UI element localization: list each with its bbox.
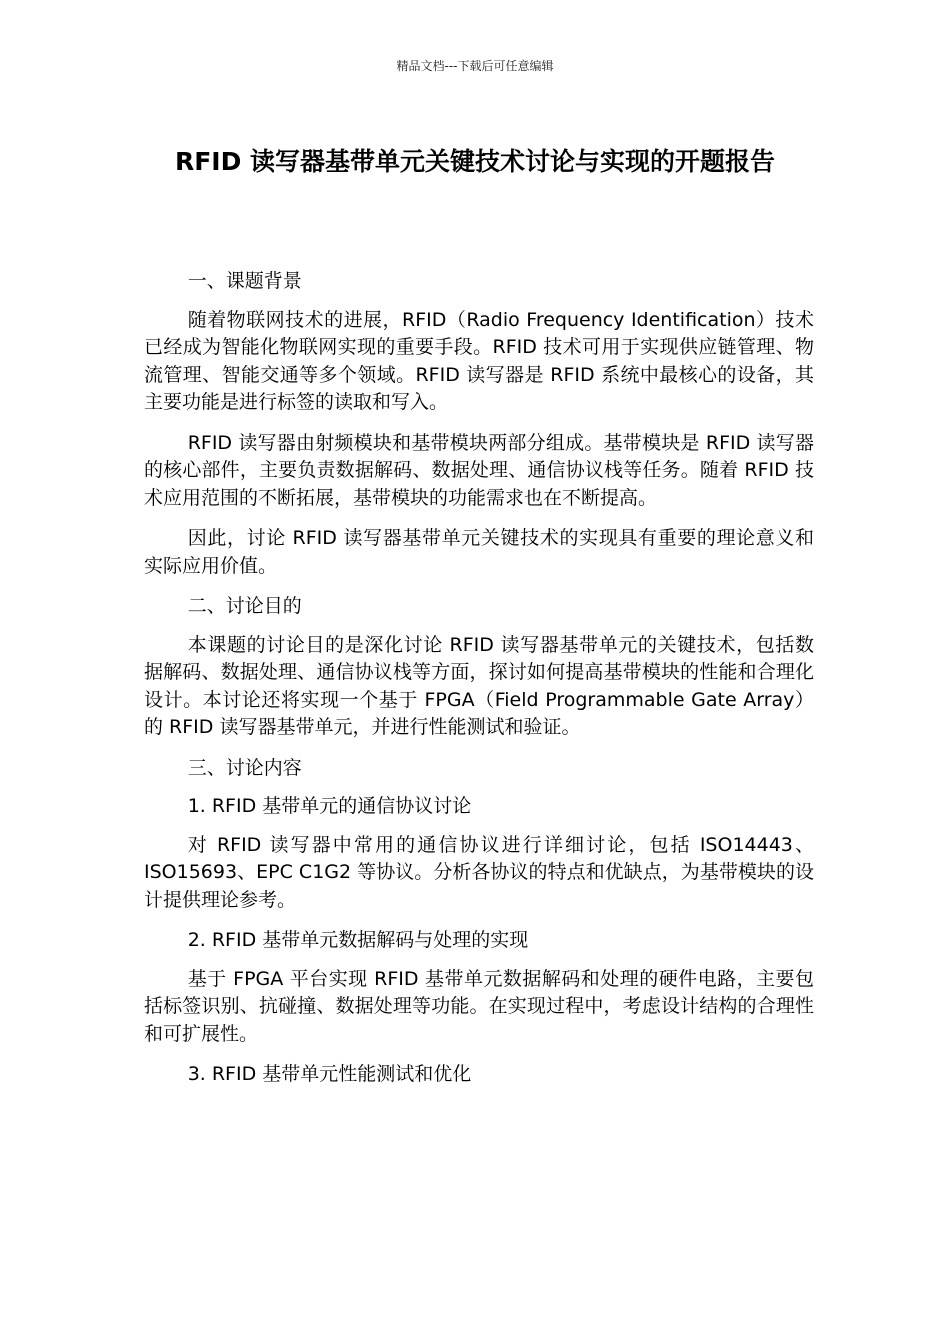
document-title: RFID 读写器基带单元关键技术讨论与实现的开题报告 bbox=[174, 147, 776, 176]
page-header: 精品文档---下载后可任意编辑 bbox=[396, 59, 554, 73]
paragraph: 随着物联网技术的进展，RFID（Radio Frequency Identification）技术已经成为智能化物联网实现的重要手段。RFID 技术可用于实现供应链管理、物流管理、智能交通等多个领域。RFID 读写器是 RFID 系统中最核心的设备，其主要功能是进行标签的读取和写入。 bbox=[144, 308, 814, 413]
section-heading-content: 三、讨论内容 bbox=[187, 756, 302, 779]
paragraph: 对 RFID 读写器中常用的通信协议进行详细讨论，包括 ISO14443、ISO15693、EPC C1G2 等协议。分析各协议的特点和优缺点，为基带模块的设计提供理论参考。 bbox=[144, 833, 814, 911]
subsection-heading-3: 3. RFID 基带单元性能测试和优化 bbox=[187, 1063, 472, 1085]
subsection-heading-2: 2. RFID 基带单元数据解码与处理的实现 bbox=[187, 929, 529, 951]
subsection-heading-1: 1. RFID 基带单元的通信协议讨论 bbox=[187, 795, 472, 817]
section-heading-purpose: 二、讨论目的 bbox=[187, 595, 302, 617]
paragraph: 因此，讨论 RFID 读写器基带单元关键技术的实现具有重要的理论意义和实际应用价值。 bbox=[144, 527, 814, 577]
document-body bbox=[144, 268, 814, 1100]
paragraph: RFID 读写器由射频模块和基带模块两部分组成。基带模块是 RFID 读写器的核心部件，主要负责数据解码、数据处理、通信协议栈等任务。随着 RFID 技术应用范围的不断拓展，基带模块的功能需求也在不断提高。 bbox=[144, 431, 814, 509]
section-heading-background: 一、课题背景 bbox=[187, 270, 302, 292]
paragraph: 基于 FPGA 平台实现 RFID 基带单元数据解码和处理的硬件电路，主要包括标签识别、抗碰撞、数据处理等功能。在实现过程中，考虑设计结构的合理性和可扩展性。 bbox=[144, 967, 814, 1045]
paragraph: 本课题的讨论目的是深化讨论 RFID 读写器基带单元的关键技术，包括数据解码、数据处理、通信协议栈等方面，探讨如何提高基带模块的性能和合理化设计。本讨论还将实现一个基于 FPGA（Field Programmable Gate Array）的 RFID 读写器基带单元，并进行性能测试和验证。 bbox=[144, 633, 814, 738]
